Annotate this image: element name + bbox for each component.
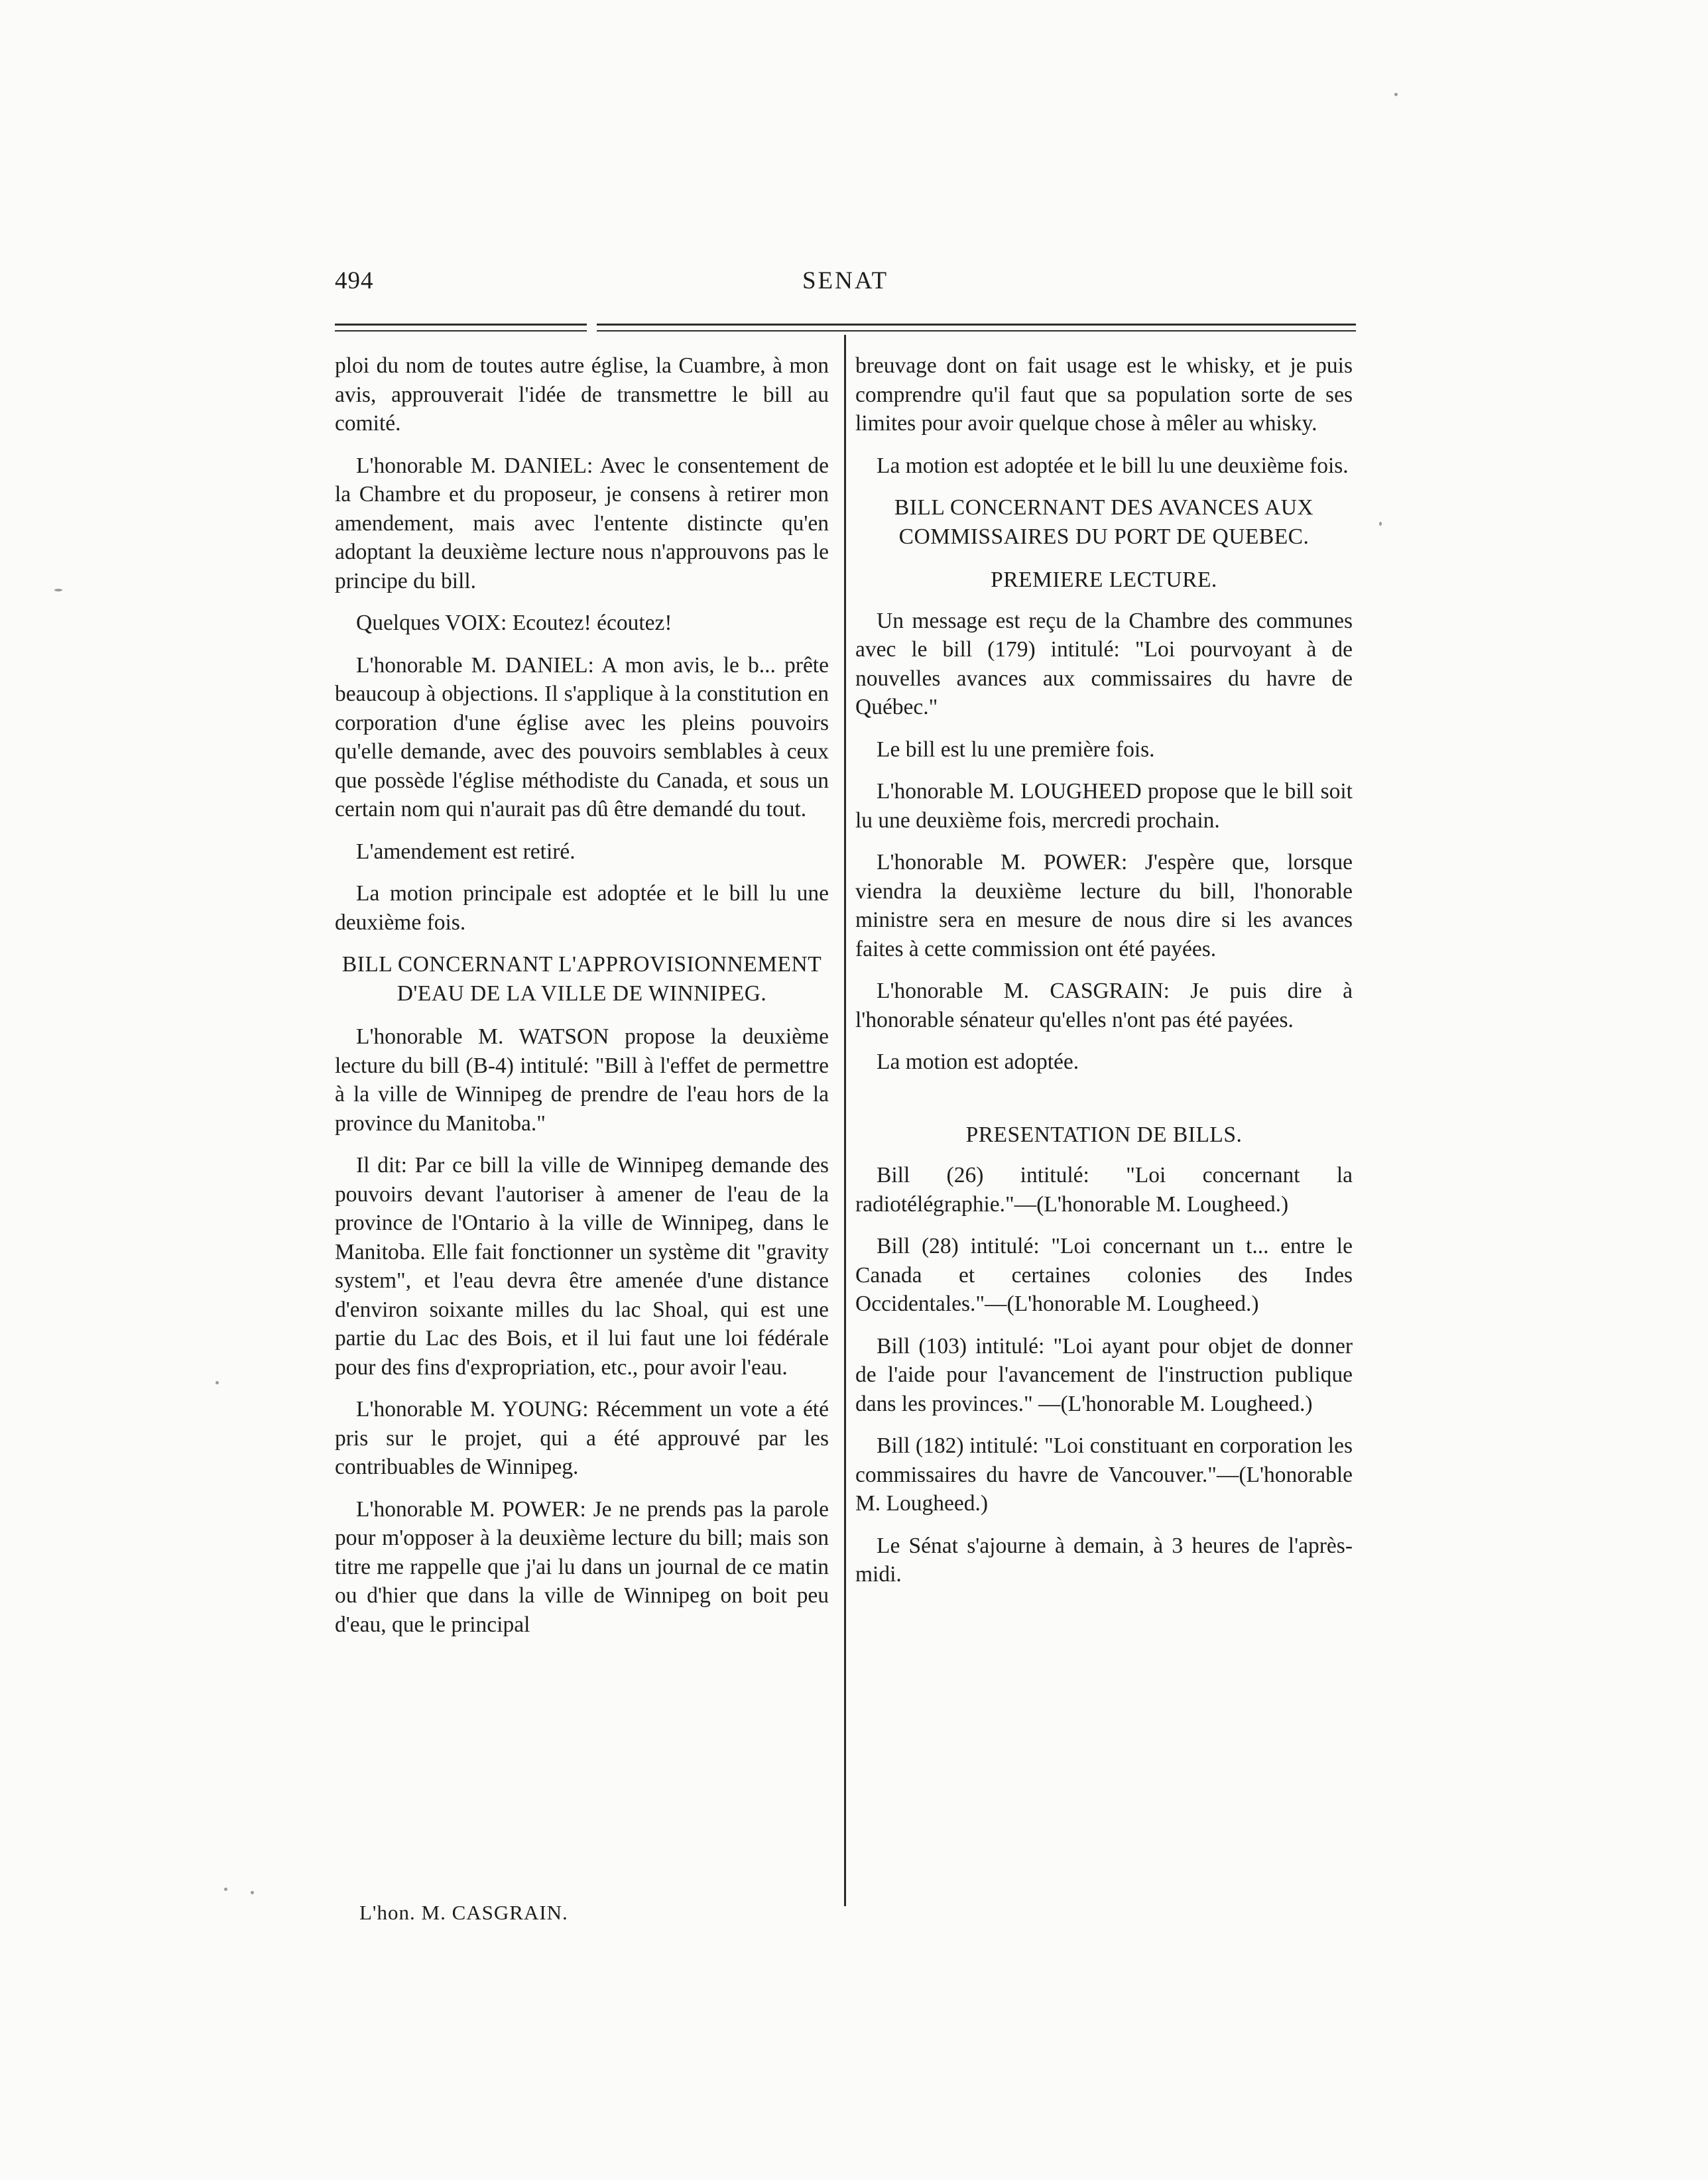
page-number: 494 (335, 267, 374, 294)
left-paragraph: L'honorable M. DANIEL: A mon avis, le b... prête beaucoup à objections. Il s'applique à la constitution en corporation d'une église avec les pleins pouvoirs qu'elle demande, avec des pouvoirs semblables à ceux que possède l'église méthodiste du Canada, et sous un certain nom qui n'aurait pas dû être demandé du tout. (335, 652, 829, 821)
right-spacer (855, 1090, 1353, 1117)
right-paragraph: La motion est adoptée. (877, 1050, 1079, 1074)
scan-speck (251, 1891, 254, 1894)
right-paragraph: L'honorable M. CASGRAIN: Je puis dire à l'honorable sénateur qu'elles n'ont pas été payées. (855, 979, 1353, 1032)
left-paragraph: L'amendement est retiré. (356, 839, 576, 864)
right-section-heading: BILL CONCERNANT DES AVANCES AUX COMMISSAIRES DU PORT DE QUEBEC. (894, 495, 1314, 549)
scan-speck (1379, 522, 1382, 526)
rule-segment (597, 330, 1356, 332)
rule-segment (335, 324, 587, 326)
running-head (335, 267, 1356, 306)
right-paragraph: La motion est adoptée et le bill lu une deuxième fois. (877, 453, 1349, 478)
left-paragraph: La motion principale est adoptée et le bill lu une deuxième fois. (335, 881, 829, 935)
left-paragraph: L'honorable M. POWER: Je ne prends pas la parole pour m'opposer à la deuxième lecture du bill; mais son titre me rappelle que j'ai lu dans un journal de ce matin ou d'hier que dans la ville de Winnipeg on boit peu d'eau, que le principal (335, 1496, 829, 1637)
right-paragraph: Bill (182) intitulé: "Loi constituant en corporation les commissaires du havre de Vancouver."—(L'honorable M. Lougheed.) (855, 1433, 1353, 1516)
left-section-heading: BILL CONCERNANT L'APPROVISIONNEMENT D'EAU DE LA VILLE DE WINNIPEG. (341, 952, 822, 1006)
rule-segment (335, 330, 587, 332)
running-title: SENAT (802, 267, 889, 294)
right-paragraph: Le bill est lu une première fois. (877, 737, 1155, 762)
right-column (855, 351, 1353, 1603)
scan-speck (224, 1888, 227, 1891)
left-column (335, 351, 829, 1652)
rule-segment (597, 324, 1356, 326)
footer-signature: L'hon. M. CASGRAIN. (359, 1901, 568, 1924)
right-subheading: PREMIERE LECTURE. (991, 568, 1217, 592)
column-rule (844, 335, 846, 1906)
right-paragraph: L'honorable M. LOUGHEED propose que le bill soit lu une deuxième fois, mercredi prochain. (855, 779, 1353, 833)
left-paragraph: L'honorable M. WATSON propose la deuxième lecture du bill (B-4) intitulé: "Bill à l'effet de permettre à la ville de Winnipeg de prendre de l'eau hors de la province du Manitoba." (335, 1024, 829, 1136)
left-paragraph: Quelques VOIX: Ecoutez! écoutez! (356, 611, 672, 635)
scan-speck (1394, 93, 1398, 96)
right-paragraph: Le Sénat s'ajourne à demain, à 3 heures de l'après-midi. (855, 1533, 1353, 1587)
right-paragraph: Un message est reçu de la Chambre des communes avec le bill (179) intitulé: "Loi pourvoyant à de nouvelles avances aux commissaires du havre de Québec." (855, 608, 1353, 719)
right-paragraph: L'honorable M. POWER: J'espère que, lorsque viendra la deuxième lecture du bill, l'honorable ministre sera en mesure de nous dire si les avances faites à cette commission ont été payées. (855, 850, 1353, 961)
left-paragraph: ploi du nom de toutes autre église, la Cuambre, à mon avis, approuverait l'idée de transmettre le bill au comité. (335, 353, 829, 436)
right-paragraph: Bill (103) intitulé: "Loi ayant pour objet de donner de l'aide pour l'avancement de l'instruction publique dans les provinces." —(L'honorable M. Lougheed.) (855, 1333, 1353, 1416)
right-paragraph: Bill (26) intitulé: "Loi concernant la radiotélégraphie."—(L'honorable M. Lougheed.) (855, 1163, 1353, 1217)
left-paragraph: Il dit: Par ce bill la ville de Winnipeg demande des pouvoirs devant l'autoriser à amener de l'eau de la province de l'Ontario à la ville de Winnipeg, dans le Manitoba. Elle fait fonctionner un système dit "gravity system", et l'eau devra être amenée d'une distance d'environ soixante milles du lac Shoal, qui est une partie du Lac des Bois, et il lui faut une loi fédérale pour des fins d'expropriation, etc., pour avoir l'eau. (335, 1153, 829, 1380)
scan-speck (215, 1381, 219, 1384)
left-paragraph: L'honorable M. DANIEL: Avec le consentement de la Chambre et du proposeur, je consens à retirer mon amendement, mais avec l'entente distincte qu'en adoptant la deuxième lecture nous n'approuvons pas le principe du bill. (335, 453, 829, 593)
scan-speck (54, 589, 62, 591)
right-subheading: PRESENTATION DE BILLS. (965, 1122, 1243, 1147)
right-paragraph: breuvage dont on fait usage est le whisky, et je puis comprendre qu'il faut que sa population sorte de ses limites pour avoir quelque chose à mêler au whisky. (855, 353, 1353, 436)
right-paragraph: Bill (28) intitulé: "Loi concernant un t... entre le Canada et certaines colonies des Indes Occidentales."—(L'honorable M. Lougheed.) (855, 1234, 1353, 1316)
left-paragraph: L'honorable M. YOUNG: Récemment un vote a été pris sur le projet, qui a été approuvé par les contribuables de Winnipeg. (335, 1397, 829, 1479)
